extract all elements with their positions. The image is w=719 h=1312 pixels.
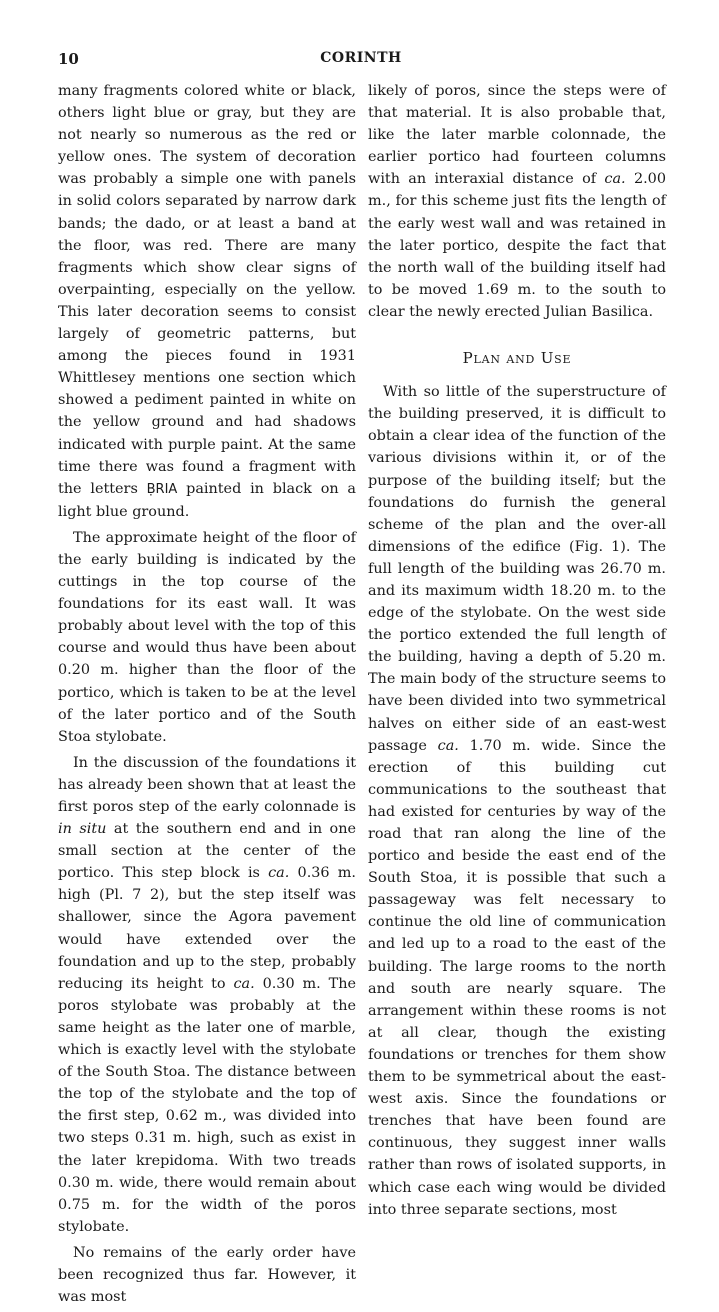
page-header — [58, 50, 664, 72]
left-paragraph-4: No remains of the early order have been recognized thus far. However, it was most — [58, 1244, 356, 1306]
page-number: 10 — [58, 50, 79, 68]
running-head: CORINTH — [320, 50, 402, 66]
right-paragraph-2: With so little of the superstructure of the building preserved, it is difficult to obtain a clear idea of the function of the various divisions within it, or of the purpose of the building itself; but the foundations do furnish the general scheme of the plan and the over-all dimensions of the edifice (Fig. 1). The full length of the building was 26.70 m. and its maximum width 18.20 m. to the edge of the stylobate. On the west side the portico extended the full length of the building, having a depth of 5.20 m. The main body of the structure seems to have been divided into two symmetrical halves on either side of an east-west passage ca. 1.70 m. wide. Since the erection of this building cut communications to the southeast that had existed for centuries by way of the road that ran along the line of the portico and beside the east end of the South Stoa, it is possible that such a passageway was felt necessary to continue the old line of communication and led up to a road to the east of the building. The large rooms to the north and south are nearly square. The arrangement within these rooms is not at all clear, though the existing foundations or trenches for them show them to be symmetrical about the east-west axis. Since the foundations or trenches that have been found are continuous, they suggest inner walls rather than rows of isolated supports, in which case each wing would be divided into three separate sections, most — [368, 384, 666, 1218]
left-paragraph-3: In the discussion of the foundations it has already been shown that at least the first poros step of the early colonnade is in situ at the southern end and in one small section at the center of the portico. This step block is ca. 0.36 m. high (Pl. 7 2), but the step itself was shallower, since the Agora pavement would have extended over the foundation and up to the step, probably reducing its height to ca. 0.30 m. The poros stylobate was probably at the same height as the later one of marble, which is exactly level with the stylobate of the South Stoa. The distance between the top of the stylobate and the top of the first step, 0.62 m., was divided into two steps 0.31 m. high, such as exist in the later krepidoma. With two treads 0.30 m. wide, there would remain about 0.75 m. for the width of the poros stylobate. — [58, 754, 357, 1235]
inscription-letters: ḄRIA — [146, 481, 178, 497]
left-column — [58, 80, 356, 1312]
section-heading: Plan and Use — [462, 349, 572, 368]
left-paragraph-2: The approximate height of the floor of the early building is indicated by the cuttings in the top course of the foundations for its east wall. It was probably about level with the top of this course and would thus have been about 0.20 m. higher than the floor of the portico, which is taken to be at the level of the later portico and of the South Stoa stylobate. — [58, 529, 356, 745]
right-column — [368, 80, 666, 1225]
left-paragraph-1: many fragments colored white or black, others light blue or gray, but they are not nearly so numerous as the red or yellow ones. The system of decoration was probably a simple one with panels in solid colors separated by narrow dark bands; the dado, or at least a band at the floor, was red. There are many fragments which show clear signs of overpainting, especially on the yellow. This later decoration seems to consist largely of geometric patterns, but among the pieces found in 1931 Whittlesey mentions one section which showed a pediment painted in white on the yellow ground and had shadows indicated with purple paint. At the same time there was found a fragment with the letters ḄRIA painted in black on a light blue ground. — [58, 83, 356, 520]
right-paragraph-1: likely of poros, since the steps were of that material. It is also probable that, like the later marble colonnade, the earlier portico had fourteen columns with an interaxial distance of ca. 2.00 m., for this scheme just fits the length of the early west wall and was retained in the later portico, despite the fact that the north wall of the building itself had to be moved 1.69 m. to the south to clear the newly erected Julian Basilica. — [368, 83, 666, 320]
